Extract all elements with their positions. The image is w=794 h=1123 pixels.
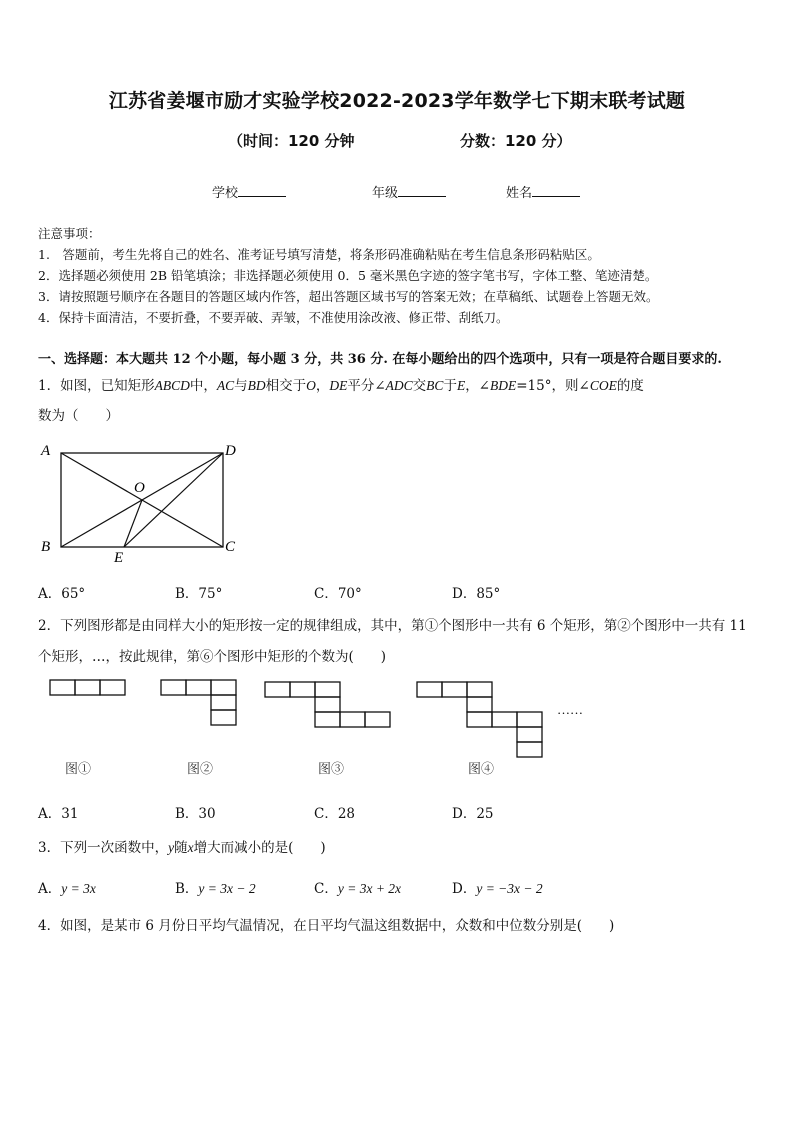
figure-1: [50, 680, 125, 695]
q3-option-a[interactable]: A．y = 3x: [38, 881, 96, 897]
caption-figure-1: 图①: [65, 761, 92, 776]
note-item: 1. 答题前，考生先将自己的姓名、准考证号填写清楚，将条形码准确粘贴在考生信息条形码粘贴区。: [38, 247, 600, 262]
q3-option-d[interactable]: D．y = −3x − 2: [452, 881, 543, 897]
school-field: [212, 182, 286, 201]
label-b: B: [41, 539, 51, 555]
question-3-text: 3．下列一次函数中，y随x增大而减小的是( ): [38, 840, 326, 856]
section-heading: 一、选择题：本大题共 12 个小题，每小题 3 分，共 36 分. 在每小题给出的四个选项中，只有一项是符合题目要求的.: [38, 352, 722, 367]
question-1-text-line2: 数为（ ）: [38, 408, 119, 424]
grade-label: 年级: [372, 186, 399, 201]
question-2-text: 2．下列图形都是由同样大小的矩形按一定的规律组成，其中，第①个图形中一共有 6 个矩形，第②个图形中一共有 11: [38, 618, 747, 634]
name-field: [506, 182, 580, 201]
rectangle-figure: [36, 438, 246, 568]
exam-score: 分数：120 分）: [460, 132, 572, 150]
figure-4: [417, 682, 542, 757]
figure-2: [161, 680, 236, 725]
label-c: C: [225, 539, 236, 555]
pattern-figures: [40, 672, 600, 784]
name-label: 姓名: [506, 186, 533, 201]
question-2-text-line2: 个矩形，…，按此规律，第⑥个图形中矩形的个数为( ): [38, 649, 387, 665]
caption-figure-4: 图④: [468, 761, 495, 776]
grade-blank: [398, 184, 446, 197]
segment-oe: [124, 500, 142, 547]
question-1-text: 1．如图，已知矩形ABCD中，AC与BD相交于O，DE平分∠ADC交BC于E，∠BDE=15°，则∠COE的度: [38, 378, 644, 394]
label-a: A: [41, 443, 51, 459]
q3-option-b[interactable]: B．y = 3x − 2: [175, 881, 256, 897]
label-d: D: [225, 443, 236, 459]
q2-option-a[interactable]: A．31: [38, 806, 79, 822]
caption-figure-3: 图③: [318, 761, 345, 776]
q1-option-a[interactable]: A．65°: [38, 586, 86, 602]
pattern-ellipsis: ……: [557, 702, 583, 717]
note-item: 2．选择题必须使用 2B 铅笔填涂；非选择题必须使用 0．5 毫米黑色字迹的签字笔书写，字体工整、笔迹清楚。: [38, 268, 658, 283]
notes-heading: 注意事项：: [38, 226, 101, 241]
grade-field: [372, 182, 446, 201]
figure-3: [265, 682, 390, 727]
label-o: O: [134, 480, 145, 496]
q2-option-b[interactable]: B．30: [175, 806, 216, 822]
school-label: 学校: [212, 186, 239, 201]
name-blank: [532, 184, 580, 197]
q3-option-c[interactable]: C．y = 3x + 2x: [314, 881, 402, 897]
q2-option-d[interactable]: D．25: [452, 806, 494, 822]
exam-time: （时间：120 分钟: [228, 132, 355, 150]
caption-figure-2: 图②: [187, 761, 214, 776]
note-item: 3．请按照题号顺序在各题目的答题区域内作答，超出答题区域书写的答案无效；在草稿纸、试题卷上答题无效。: [38, 289, 659, 304]
label-e: E: [114, 550, 124, 566]
q1-option-c[interactable]: C．70°: [314, 586, 362, 602]
segment-de: [124, 453, 223, 547]
q1-option-b[interactable]: B．75°: [175, 586, 223, 602]
page-title: 江苏省姜堰市励才实验学校2022-2023学年数学七下期末联考试题: [108, 90, 686, 112]
question-4-text: 4．如图，是某市 6 月份日平均气温情况，在日平均气温这组数据中，众数和中位数分别是( ): [38, 918, 615, 934]
school-blank: [238, 184, 286, 197]
note-item: 4．保持卡面清洁，不要折叠，不要弄破、弄皱，不准使用涂改液、修正带、刮纸刀。: [38, 310, 509, 325]
q1-option-d[interactable]: D．85°: [452, 586, 501, 602]
q2-option-c[interactable]: C．28: [314, 806, 356, 822]
